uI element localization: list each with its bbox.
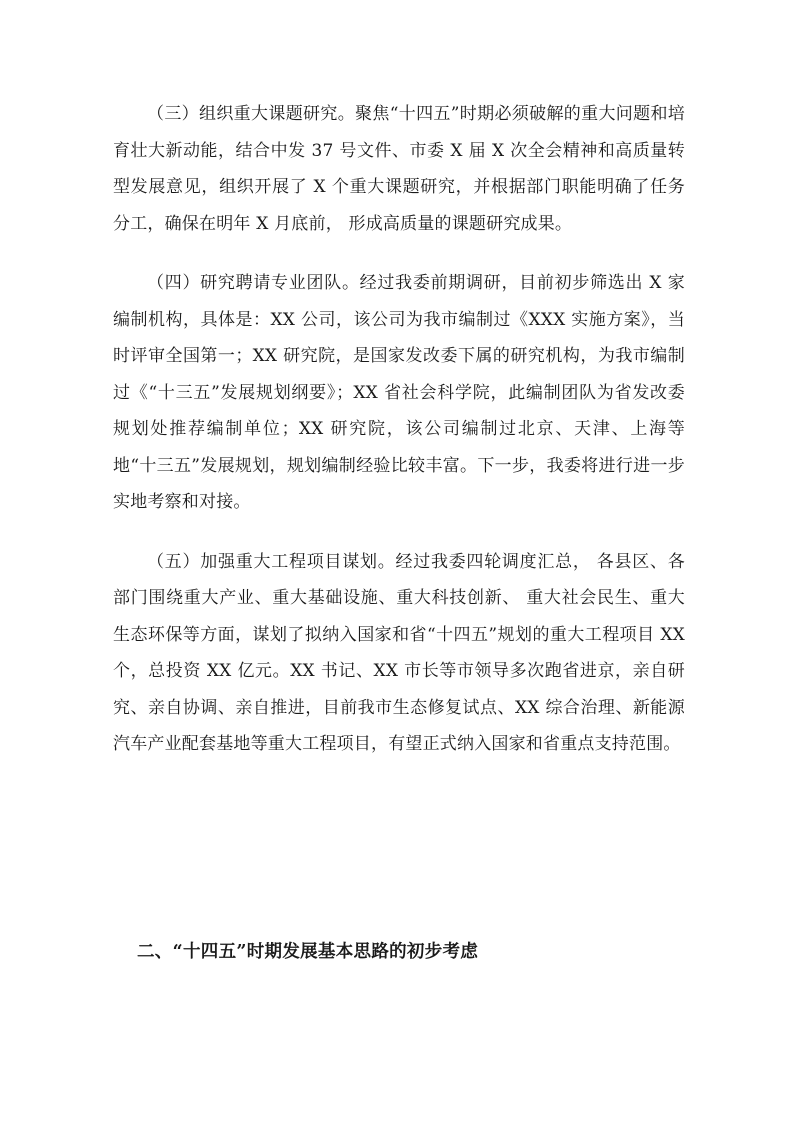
paragraph-major-projects: （五）加强重大工程项目谋划。经过我委四轮调度汇总， 各县区、各部门围绕重大产业、重大基础设施、重大科技创新、 重大社会民生、重大生态环保等方面，谋划了拟纳入国家和省“十四五”规划的重大工程项目 XX 个，总投资 XX 亿元。XX 书记、XX 市长等市领导多次跑省进京，亲自研究、亲自协调、亲自推进，目前我市生态修复试点、XX 综合治理、新能源汽车产业配套基地等重大工程项目，有望正式纳入国家和省重点支持范围。 xyxy=(113,551,685,754)
section-heading: 二、“十四五”时期发展基本思路的初步考虑 xyxy=(137,942,479,962)
document-body xyxy=(113,96,685,786)
paragraph-organize-research: （三）组织重大课题研究。聚焦“十四五”时期必须破解的重大问题和培育壮大新动能，结合中发 37 号文件、市委 X 届 X 次全会精神和高质量转型发展意见，组织开展了 X 个重大课题研究，并根据部门职能明确了任务分工，确保在明年 X 月底前， 形成高质量的课题研究成果。 xyxy=(113,104,685,234)
paragraph-hire-team: （四）研究聘请专业团队。经过我委前期调研，目前初步筛选出 X 家编制机构，具体是：XX 公司，该公司为我市编制过《XXX 实施方案》，当时评审全国第一；XX 研究院，是国家发改委下属的研究机构，为我市编制过《“十三五”发展规划纲要》；XX 省社会科学院，此编制团队为省发改委规划处推荐编制单位；XX 研究院，该公司编制过北京、天津、上海等地“十三五”发展规划，规划编制经验比较丰富。下一步，我委将进行进一步实地考察和对接。 xyxy=(113,273,685,512)
